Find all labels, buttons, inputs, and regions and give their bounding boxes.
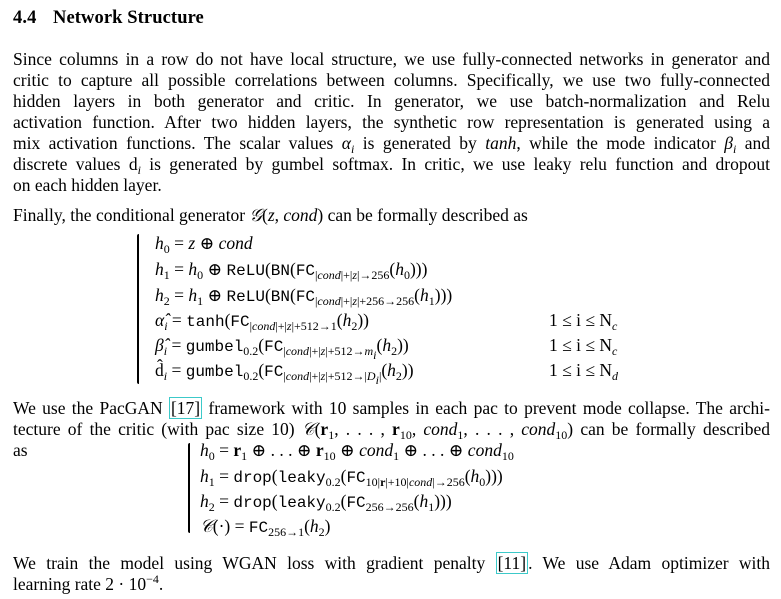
equation-critic-h2: $h_2$ = $drop(leaky_{0.2}(FC_{256\to 256}(h_1)))$ xyxy=(200,491,452,514)
paragraph-network-description xyxy=(13,49,770,196)
text-line: learning rate $2 \cdot 10^{-4}$. xyxy=(13,572,164,594)
condition-nd: $1 \le i \le N_d$ xyxy=(549,360,618,383)
paragraph-training xyxy=(13,553,770,595)
text-line: on each hidden layer. xyxy=(13,175,162,195)
critic-brace xyxy=(188,443,190,533)
text-line: critic to capture all possible correlations between columns. Specifically, we use two fully-connected xyxy=(13,70,770,90)
text-line: We use the PacGAN [17] framework with 10 samples in each pac to prevent mode collapse. The archi- xyxy=(13,398,770,418)
equation-d: $d̂_i$ = $gumbel_{0.2}(FC_{|cond|+|z|+512\to|D_i|}(h_2))$ xyxy=(155,360,414,387)
generator-brace xyxy=(137,234,139,384)
text-line: hidden layers in both generator and critic. In generator, we use batch-normalization and Relu xyxy=(13,91,770,111)
section-number: 4.4 xyxy=(13,8,37,28)
condition-nc-beta: $1 \le i \le N_c$ xyxy=(549,335,618,358)
section-title: Network Structure xyxy=(53,8,204,28)
condition-nc-alpha: $1 \le i \le N_c$ xyxy=(549,310,618,333)
equation-critic-h1: $h_1$ = $drop(leaky_{0.2}(FC_{10|r|+10|cond|\to 256}(h_0)))$ xyxy=(200,466,503,489)
equation-critic-out: 𝒞(·) = $FC_{256\to 1}(h_2)$ xyxy=(200,516,331,539)
text-line: tecture of the critic (with pac size 10) $𝒞(r_1$, . . . , $r_{10}$, cond$_1$, . . . , cond$_{10}$) can be formally described xyxy=(13,419,771,442)
text-line: mix activation functions. The scalar values $\alpha_i$ is generated by tanh, while the mode indicator $\beta_i$ and xyxy=(13,133,770,156)
equation-h0: $h_0 = z$ ⊕ cond xyxy=(155,233,253,256)
equation-critic-h0: $h_0 = r_1$ ⊕ . . . ⊕ $r_{10}$ ⊕ cond$_1$ ⊕ . . . ⊕ cond$_{10}$ xyxy=(200,440,514,463)
paragraph-generator-intro: Finally, the conditional generator 𝒢(z, cond) can be formally described as xyxy=(13,205,528,225)
text-line: Since columns in a row do not have local structure, we use fully-connected networks in generator and xyxy=(13,49,770,69)
citation-11[interactable]: [11] xyxy=(497,553,527,573)
text-line: discrete values $d_i$ is generated by gumbel softmax. In critic, we use leaky relu function and dropout xyxy=(13,154,770,177)
equation-h1: $h_1 = h_0$ ⊕ $ReLU(BN(FC_{|cond|+|z|\to 256}(h_0)))$ xyxy=(155,259,428,282)
equation-alpha: $\alphâ_i = \tanh(FC_{|cond|+|z|+512\to 1}(h_2))$ xyxy=(155,310,369,333)
text-line: as xyxy=(13,440,28,460)
equation-beta: $\betâ_i$ = $gumbel_{0.2}(FC_{|cond|+|z|+512\to m_i}(h_2))$ xyxy=(155,335,409,362)
text-line: We train the model using WGAN loss with gradient penalty [11] . We use Adam optimizer with xyxy=(13,553,770,573)
section-heading xyxy=(13,8,204,29)
citation-17[interactable]: [17] xyxy=(170,398,201,418)
equation-h2: $h_2 = h_1$ ⊕ $ReLU(BN(FC_{|cond|+|z|+256\to 256}(h_1)))$ xyxy=(155,285,453,308)
text-line: activation function. After two hidden layers, the synthetic row representation is generated using a xyxy=(13,112,770,132)
